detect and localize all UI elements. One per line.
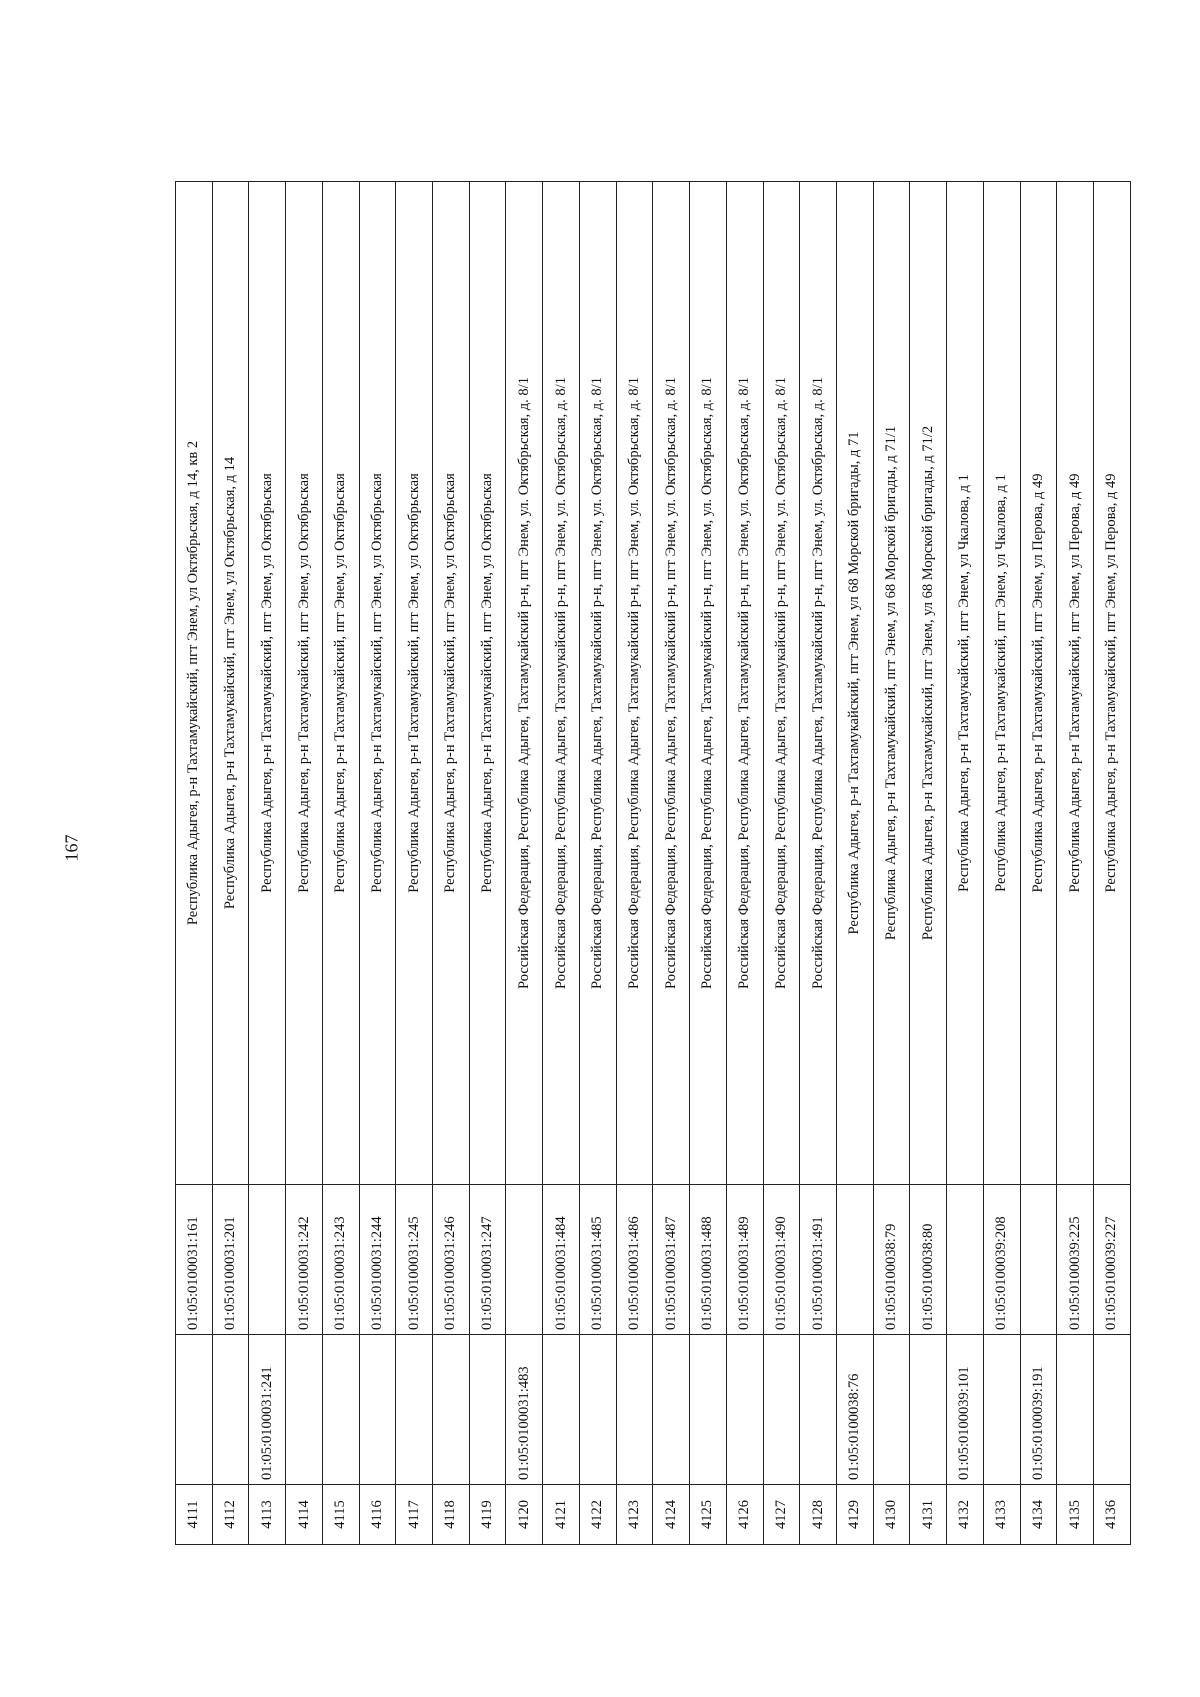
parent-cadastral-number: 01:05:0100031:483	[506, 1335, 543, 1485]
table-body	[176, 182, 1131, 1545]
row-number: 4124	[653, 1485, 690, 1545]
cadastral-number	[506, 1185, 543, 1335]
address: Республика Адыгея, р-н Тахтамукайский, пгт Энем, ул Октябрьская, д 14	[212, 182, 249, 1185]
table-row	[873, 182, 910, 1545]
cadastral-number: 01:05:0100031:247	[469, 1185, 506, 1335]
table-row	[322, 182, 359, 1545]
address: Республика Адыгея, р-н Тахтамукайский, пгт Энем, ул Октябрьская	[469, 182, 506, 1185]
parent-cadastral-number	[1057, 1335, 1094, 1485]
cadastral-number	[947, 1185, 984, 1335]
row-number: 4132	[947, 1485, 984, 1545]
table-row	[726, 182, 763, 1545]
table-row	[690, 182, 727, 1545]
address: Республика Адыгея, р-н Тахтамукайский, пгт Энем, ул Октябрьская	[396, 182, 433, 1185]
address: Республика Адыгея, р-н Тахтамукайский, пгт Энем, ул 68 Морской бригады, д 71/1	[873, 182, 910, 1185]
row-number: 4123	[616, 1485, 653, 1545]
address: Российская Федерация, Республика Адыгея, Тахтамукайский р-н, пгт Энем, ул. Октябрьская, д. 8/1	[763, 182, 800, 1185]
parent-cadastral-number	[579, 1335, 616, 1485]
table-row	[286, 182, 323, 1545]
row-number: 4136	[1093, 1485, 1130, 1545]
parent-cadastral-number	[396, 1335, 433, 1485]
cadastral-number	[249, 1185, 286, 1335]
row-number: 4121	[543, 1485, 580, 1545]
parent-cadastral-number	[176, 1335, 213, 1485]
row-number: 4113	[249, 1485, 286, 1545]
parent-cadastral-number	[983, 1335, 1020, 1485]
cadastral-number: 01:05:0100031:490	[763, 1185, 800, 1335]
cadastral-number: 01:05:0100031:246	[433, 1185, 470, 1335]
parent-cadastral-number	[469, 1335, 506, 1485]
table-row	[616, 182, 653, 1545]
cadastral-number: 01:05:0100031:244	[359, 1185, 396, 1335]
row-number: 4134	[1020, 1485, 1057, 1545]
parent-cadastral-number	[873, 1335, 910, 1485]
address: Российская Федерация, Республика Адыгея, Тахтамукайский р-н, пгт Энем, ул. Октябрьская, д. 8/1	[616, 182, 653, 1185]
address: Республика Адыгея, р-н Тахтамукайский, пгт Энем, ул Октябрьская	[322, 182, 359, 1185]
table-row	[983, 182, 1020, 1545]
address: Республика Адыгея, р-н Тахтамукайский, пгт Энем, ул Перова, д 49	[1093, 182, 1130, 1185]
row-number: 4126	[726, 1485, 763, 1545]
cadastral-number: 01:05:0100031:488	[690, 1185, 727, 1335]
parent-cadastral-number	[359, 1335, 396, 1485]
row-number: 4111	[176, 1485, 213, 1545]
table-row	[1057, 182, 1094, 1545]
parent-cadastral-number	[690, 1335, 727, 1485]
cadastral-number	[836, 1185, 873, 1335]
page-number: 167	[61, 834, 82, 862]
row-number: 4118	[433, 1485, 470, 1545]
row-number: 4131	[910, 1485, 947, 1545]
cadastral-number: 01:05:0100039:208	[983, 1185, 1020, 1335]
table-row	[469, 182, 506, 1545]
cadastral-number: 01:05:0100039:225	[1057, 1185, 1094, 1335]
address: Российская Федерация, Республика Адыгея, Тахтамукайский р-н, пгт Энем, ул. Октябрьская, д. 8/1	[690, 182, 727, 1185]
address: Республика Адыгея, р-н Тахтамукайский, пгт Энем, ул 68 Морской бригады, д 71/2	[910, 182, 947, 1185]
address: Российская Федерация, Республика Адыгея, Тахтамукайский р-н, пгт Энем, ул. Октябрьская, д. 8/1	[543, 182, 580, 1185]
row-number: 4127	[763, 1485, 800, 1545]
table-row	[910, 182, 947, 1545]
row-number: 4128	[800, 1485, 837, 1545]
parent-cadastral-number	[910, 1335, 947, 1485]
cadastral-number: 01:05:0100031:242	[286, 1185, 323, 1335]
cadastral-number: 01:05:0100031:243	[322, 1185, 359, 1335]
parent-cadastral-number	[763, 1335, 800, 1485]
parent-cadastral-number	[212, 1335, 249, 1485]
parent-cadastral-number	[322, 1335, 359, 1485]
row-number: 4116	[359, 1485, 396, 1545]
address: Российская Федерация, Республика Адыгея, Тахтамукайский р-н, пгт Энем, ул. Октябрьская, д. 8/1	[506, 182, 543, 1185]
cadastral-number: 01:05:0100031:489	[726, 1185, 763, 1335]
cadastral-number: 01:05:0100031:491	[800, 1185, 837, 1335]
row-number: 4133	[983, 1485, 1020, 1545]
address: Республика Адыгея, р-н Тахтамукайский, пгт Энем, ул Октябрьская	[433, 182, 470, 1185]
row-number: 4135	[1057, 1485, 1094, 1545]
address: Республика Адыгея, р-н Тахтамукайский, пгт Энем, ул Перова, д 49	[1020, 182, 1057, 1185]
table-row	[653, 182, 690, 1545]
row-number: 4125	[690, 1485, 727, 1545]
row-number: 4117	[396, 1485, 433, 1545]
address: Российская Федерация, Республика Адыгея, Тахтамукайский р-н, пгт Энем, ул. Октябрьская, д. 8/1	[726, 182, 763, 1185]
address: Республика Адыгея, р-н Тахтамукайский, пгт Энем, ул Октябрьская, д 14, кв 2	[176, 182, 213, 1185]
table-row	[836, 182, 873, 1545]
table-row	[212, 182, 249, 1545]
table-row	[433, 182, 470, 1545]
table-row	[359, 182, 396, 1545]
table-row	[579, 182, 616, 1545]
table-container	[175, 182, 1131, 1545]
parent-cadastral-number: 01:05:0100039:101	[947, 1335, 984, 1485]
table-row	[947, 182, 984, 1545]
table-row	[1020, 182, 1057, 1545]
address: Республика Адыгея, р-н Тахтамукайский, пгт Энем, ул Октябрьская	[249, 182, 286, 1185]
row-number: 4120	[506, 1485, 543, 1545]
parent-cadastral-number	[433, 1335, 470, 1485]
address: Российская Федерация, Республика Адыгея, Тахтамукайский р-н, пгт Энем, ул. Октябрьская, д. 8/1	[653, 182, 690, 1185]
parent-cadastral-number: 01:05:0100031:241	[249, 1335, 286, 1485]
row-number: 4112	[212, 1485, 249, 1545]
row-number: 4122	[579, 1485, 616, 1545]
cadastral-number: 01:05:0100031:485	[579, 1185, 616, 1335]
cadastral-table	[175, 181, 1131, 1545]
cadastral-number: 01:05:0100031:201	[212, 1185, 249, 1335]
table-row	[396, 182, 433, 1545]
table-row	[800, 182, 837, 1545]
parent-cadastral-number	[800, 1335, 837, 1485]
address: Республика Адыгея, р-н Тахтамукайский, пгт Энем, ул Перова, д 49	[1057, 182, 1094, 1185]
cadastral-number: 01:05:0100031:245	[396, 1185, 433, 1335]
address: Республика Адыгея, р-н Тахтамукайский, пгт Энем, ул Октябрьская	[359, 182, 396, 1185]
parent-cadastral-number: 01:05:0100039:191	[1020, 1335, 1057, 1485]
address: Республика Адыгея, р-н Тахтамукайский, пгт Энем, ул Чкалова, д 1	[983, 182, 1020, 1185]
address: Республика Адыгея, р-н Тахтамукайский, пгт Энем, ул Октябрьская	[286, 182, 323, 1185]
table-row	[506, 182, 543, 1545]
row-number: 4114	[286, 1485, 323, 1545]
cadastral-number: 01:05:0100031:161	[176, 1185, 213, 1335]
cadastral-number: 01:05:0100031:484	[543, 1185, 580, 1335]
row-number: 4115	[322, 1485, 359, 1545]
table-row	[763, 182, 800, 1545]
parent-cadastral-number	[1093, 1335, 1130, 1485]
table-row	[176, 182, 213, 1545]
cadastral-number	[1020, 1185, 1057, 1335]
address: Российская Федерация, Республика Адыгея, Тахтамукайский р-н, пгт Энем, ул. Октябрьская, д. 8/1	[800, 182, 837, 1185]
table-row	[249, 182, 286, 1545]
row-number: 4119	[469, 1485, 506, 1545]
table-row	[1093, 182, 1130, 1545]
parent-cadastral-number	[286, 1335, 323, 1485]
address: Республика Адыгея, р-н Тахтамукайский, пгт Энем, ул Чкалова, д 1	[947, 182, 984, 1185]
parent-cadastral-number: 01:05:0100038:76	[836, 1335, 873, 1485]
cadastral-number: 01:05:0100039:227	[1093, 1185, 1130, 1335]
address: Российская Федерация, Республика Адыгея, Тахтамукайский р-н, пгт Энем, ул. Октябрьская, д. 8/1	[579, 182, 616, 1185]
parent-cadastral-number	[726, 1335, 763, 1485]
row-number: 4130	[873, 1485, 910, 1545]
row-number: 4129	[836, 1485, 873, 1545]
cadastral-number: 01:05:0100038:80	[910, 1185, 947, 1335]
parent-cadastral-number	[653, 1335, 690, 1485]
address: Республика Адыгея, р-н Тахтамукайский, пгт Энем, ул 68 Морской бригады, д 71	[836, 182, 873, 1185]
cadastral-number: 01:05:0100038:79	[873, 1185, 910, 1335]
cadastral-number: 01:05:0100031:487	[653, 1185, 690, 1335]
table-row	[543, 182, 580, 1545]
cadastral-number: 01:05:0100031:486	[616, 1185, 653, 1335]
parent-cadastral-number	[543, 1335, 580, 1485]
parent-cadastral-number	[616, 1335, 653, 1485]
